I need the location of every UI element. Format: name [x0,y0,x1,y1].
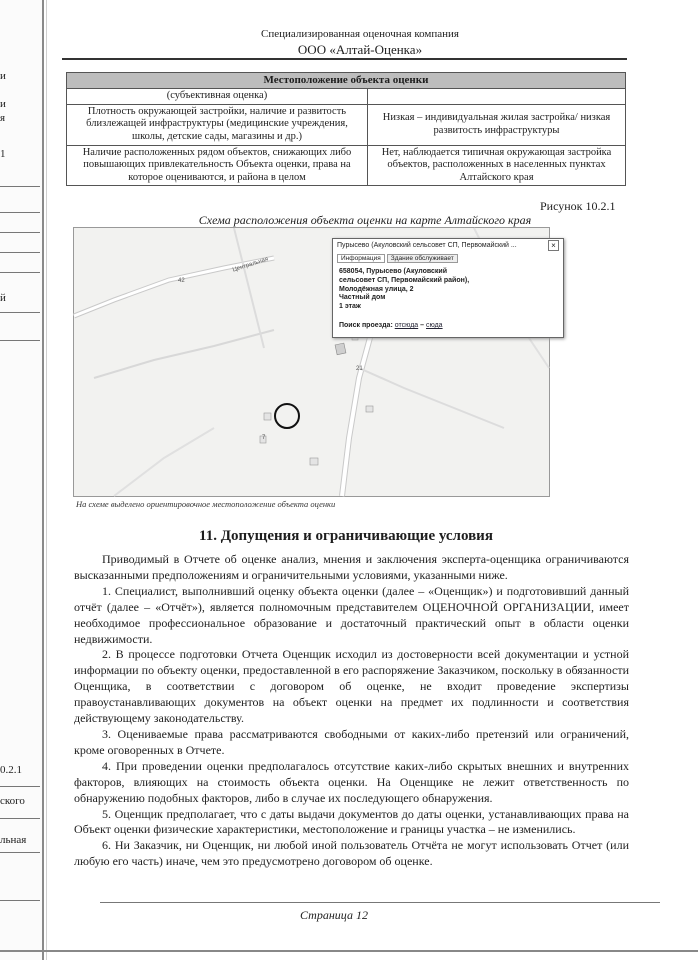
table-row [67,89,626,105]
spine-fragment: 0.2.1 [0,764,22,776]
spine-fragment: льная [0,834,27,846]
footer-rule [100,902,660,903]
route-from-link[interactable]: отсюда [394,322,419,329]
map-info-popup [332,238,564,338]
paragraph: 4. При проведении оценки предполагалось отсутствие каких-либо скрытых внешних и внутренних факторов, влияющих на стоимость объекта оценки. На Оценщике не лежит ответственность по обнаружению подобных факторов, либо в случае их последующего обнаружения. [74,758,629,805]
popup-line: Частный дом [339,294,386,302]
close-icon[interactable]: × [548,240,559,251]
popup-tabs [337,254,460,263]
popup-address [339,268,539,312]
house-number: 42 [178,278,185,284]
popup-route [339,322,443,329]
spine-fragment: й [0,292,6,304]
spine-fragment: и [0,70,6,82]
popup-line: 658054, Пурысево (Акуловский [339,268,448,275]
house-number: 7 [262,435,266,441]
spine-fragment: и [0,98,6,110]
page-bottom-edge [0,950,698,952]
house-number: 21 [356,366,363,372]
spine-fragment: я [0,112,6,124]
paragraph: 1. Специалист, выполнивший оценку объекта оценки (далее – «Оценщик») и подготовивший данный отчёт (далее – «Отчёт»), является полномочным представителем ОЦЕНОЧНОЙ ОРГАНИЗАЦИИ, имеет необходимое профессиональное образование и достаточный практический опыт в области оценки недвижимости. [74,583,629,646]
section-body [74,552,629,870]
figure-number: Рисунок 10.2.1 [540,199,616,213]
tab-information[interactable]: Информация [337,254,385,263]
table-row [67,145,626,186]
header-rule [62,58,627,60]
company-subtitle: Специализированная оценочная компания [261,28,459,40]
map-note: На схеме выделено ориентировочное местоположение объекта оценки [76,499,336,509]
company-name: ООО «Алтай-Оценка» [297,42,423,57]
popup-line: 1 этаж [339,303,361,310]
tab-building-service[interactable]: Здание обслуживает [387,254,458,263]
paragraph: Приводимый в Отчете об оценке анализ, мнения и заключения эксперта-оценщика ограничиваются высказанными предположениям и ограничительными условиями, указанными ниже. [74,552,629,582]
route-to-link[interactable]: сюда [426,322,443,329]
table-cell [368,89,626,105]
paragraph: 6. Ни Заказчик, ни Оценщик, ни любой иной пользователь Отчёта не могут использовать Отчет (или любую его часть) иначе, чем это предусмотрено договором об оценке. [74,838,629,869]
street-label: Центральная [231,256,270,274]
adjacent-page-strip [0,0,44,960]
popup-title: Пурысево (Акуловский сельсовет СП, Первомайский ... [337,242,517,249]
page-edge [46,0,47,960]
page-number: Страница 12 [300,908,368,922]
location-map [73,227,556,497]
paragraph: 2. В процессе подготовки Отчета Оценщик исходил из достоверности всей документации и устной информации по объекту оценки, предоставленной в его распоряжение Заказчиком, поскольку в обязанности Оценщика, в соответствии с договором об оценке, не входит проведение экспертизы правоустанавливающих документов на объект оценки на предмет их подлинности и соответствия действующему законодательству. [74,647,629,726]
route-label: Поиск проезда: [339,322,393,329]
paragraph: 3. Оцениваемые права рассматриваются свободными от каких-либо претензий или ограничений, кроме оговоренных в Отчете. [74,726,629,757]
table-cell: (субъективная оценка) [67,89,368,105]
popup-line: сельсовет СП, Первомайский район), [339,276,470,284]
paragraph: 5. Оценщик предполагает, что с даты выдачи документов до даты оценки, устанавливающих права на Объект оценки физические характеристики, местоположение и границы участка – не изменились. [74,806,629,837]
table-cell: Наличие расположенных рядом объектов, снижающих либо повышающих привлекательность Объекта оценки, права на которое оцениваются, и района в целом [67,145,368,186]
table-cell: Нет, наблюдается типичная окружающая застройка объектов, расположенных в населенных пунктах Алтайского края [368,145,626,186]
route-separator: – [420,322,425,329]
table-row [67,104,626,145]
table-cell: Низкая – индивидуальная жилая застройка/ низкая развитость инфраструктуры [368,104,626,145]
spine-fragment: 1 [0,148,6,160]
table-header-row [67,73,626,89]
spine-fragment: ского [0,795,25,807]
table-title: Местоположение объекта оценки [67,73,626,89]
location-table [66,72,626,186]
figure-title: Схема расположения объекта оценки на карте Алтайского края [198,213,532,227]
section-title: 11. Допущения и ограничивающие условия [199,528,493,544]
table-cell: Плотность окружающей застройки, наличие и развитость близлежащей инфраструктуры (медицинские учреждения, школы, детские сады, магазины и др.) [67,104,368,145]
popup-line: Молодёжная улица, 2 [339,285,414,293]
